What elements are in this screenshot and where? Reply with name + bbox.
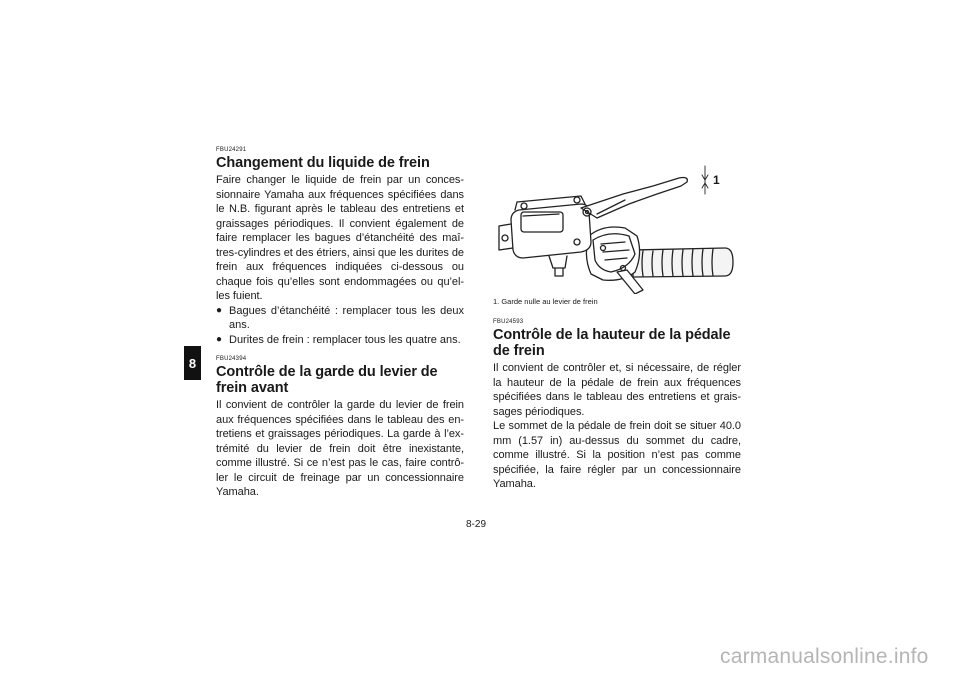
right-column xyxy=(493,319,741,492)
lever-play-body: Il convient de contrôler la garde du levier de frein aux fréquences spécifiées dans le tableau des en-tretiens et graissages périodiques. La garde à l’ex-trémité du levier de frein doit être inexistante, comme illustré. Si ce n’est pas le cas, faire contrô-ler le circuit de freinage par un concessionnaire Yamaha. xyxy=(216,399,464,498)
left-column xyxy=(216,147,464,500)
section-code-brake-fluid: FBU24291 xyxy=(216,147,247,153)
section-tab: 8 xyxy=(184,346,201,380)
bullet-icon: ● xyxy=(216,333,223,345)
section-code-pedal-height: FBU24593 xyxy=(493,319,524,325)
section-code-lever-play: FBU24394 xyxy=(216,356,247,362)
bullet-icon: ● xyxy=(216,304,223,316)
brake-fluid-bullet-list xyxy=(216,304,464,348)
heading-brake-fluid-change: Changement du liquide de frein xyxy=(216,155,430,171)
figure-callout-number: 1 xyxy=(713,173,720,187)
heading-brake-pedal-height: Contrôle de la hauteur de la pédale de frein xyxy=(493,327,731,359)
heading-front-brake-lever-play: Contrôle de la garde du levier de frein avant xyxy=(216,364,438,396)
pedal-height-body-2: Le sommet de la pédale de frein doit se situer 40.0 mm (1.57 in) au-dessus du sommet du cadre, comme illustré. Si la position n’est pas comme spécifiée, la faire régler par un concessionnaire Yamaha. xyxy=(493,420,741,490)
bullet-item-hoses xyxy=(216,333,464,348)
bullet-item-seals xyxy=(216,304,464,333)
figure-caption: 1. Garde nulle au levier de frein xyxy=(493,297,598,306)
pedal-height-body-1: Il convient de contrôler et, si nécessaire, de régler la hauteur de la pédale de frein aux fréquences spécifiées dans le tableau des entretiens et grais-sages périodiques. xyxy=(493,362,741,418)
brake-fluid-body: Faire changer le liquide de frein par un conces-sionnaire Yamaha aux fréquences spécifiées dans le N.B. figurant après le tableau des entretiens et graissages périodiques. Il convient également de faire remplacer les bagues d’étanchéité des maî-tres-cylindres et des étriers, ainsi que les durites de frein aux fréquences indiquées ci-dessous ou chaque fois qu’elles sont endommagées ou qu’el-les fuient. xyxy=(216,174,464,302)
page-number: 8-29 xyxy=(466,519,487,530)
bullet-text-seals: Bagues d’étanchéité : remplacer tous les deux ans. xyxy=(229,304,464,331)
brake-lever-illustration xyxy=(493,164,743,294)
bullet-text-hoses: Durites de frein : remplacer tous les quatre ans. xyxy=(229,333,461,346)
watermark: carmanualsonline.info xyxy=(720,645,929,668)
